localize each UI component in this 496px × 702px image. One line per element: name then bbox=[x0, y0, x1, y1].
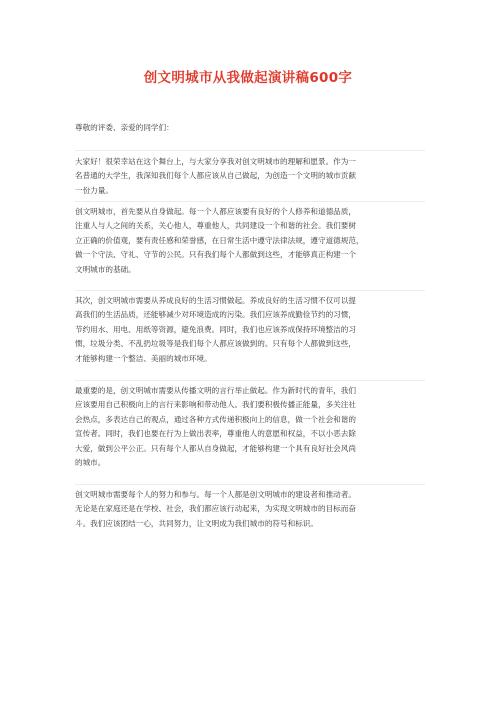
paragraph-1 bbox=[75, 155, 425, 198]
divider bbox=[75, 201, 425, 202]
divider bbox=[75, 290, 425, 291]
divider bbox=[75, 484, 425, 485]
paragraph-line: 注重人与人之间的关系，关心他人，尊重他人，共同建设一个和谐的社会。我们要树 bbox=[75, 221, 356, 231]
divider bbox=[75, 380, 425, 381]
paragraph-line: 最重要的是，创文明城市需要从传播文明的言行举止做起。作为新时代的青年，我们 bbox=[75, 386, 356, 395]
paragraph-line: 大家好！很荣幸站在这个舞台上，与大家分享我对创文明城市的理解和愿景。作为一 bbox=[75, 157, 356, 166]
paragraph-line: 才能够构建一个整洁、美丽的城市环境。 bbox=[75, 353, 212, 363]
paragraph-line: 大爱，做到公平公正。只有每个人都从自身做起，才能够构建一个具有良好社会风尚 bbox=[75, 443, 356, 453]
paragraph-2 bbox=[75, 205, 425, 277]
paragraph-line: 一份力量。 bbox=[75, 185, 113, 195]
paragraph-line: 的城市。 bbox=[75, 458, 106, 468]
paragraph-line: 文明城市的基础。 bbox=[75, 264, 136, 274]
paragraph-line: 创文明城市需要每个人的努力和参与。每一个人都是创文明城市的建设者和推动者。 bbox=[75, 490, 356, 499]
paragraph-line: 做一个守法、守礼、守节的公民。只有我们每个人都做到这些，才能够真正构建一个 bbox=[75, 250, 356, 260]
page-title: 创文明城市从我做起演讲稿600字 bbox=[143, 70, 353, 86]
paragraph-3 bbox=[75, 294, 425, 366]
paragraph-line: 创文明城市，首先要从自身做起。每一个人都应该要有良好的个人修养和道德品质， bbox=[75, 207, 356, 216]
paragraph-line: 节约用水、用电、用纸等资源，避免浪费。同时，我们也应该养成保持环境整洁的习 bbox=[75, 324, 356, 334]
paragraph-line: 应该要用自己积极向上的言行来影响和带动他人。我们要积极传播正能量，多关注社 bbox=[75, 400, 356, 410]
divider bbox=[75, 150, 425, 151]
paragraph-line: 宣传者。同时，我们也要在行为上做出表率，尊重他人的意愿和权益，不以小恶去除 bbox=[75, 429, 356, 439]
paragraph-line: 其次，创文明城市需要从养成良好的生活习惯做起。养成良好的生活习惯不仅可以提 bbox=[75, 296, 356, 305]
paragraph-4 bbox=[75, 384, 425, 470]
paragraph-line: 高我们的生活品质，还能够减少对环境造成的污染。我们应该养成勤俭节约的习惯， bbox=[75, 310, 356, 320]
paragraph-line: 立正确的价值观，要有责任感和荣誉感，在日常生活中遵守法律法规，遵守道德规范， bbox=[75, 235, 364, 245]
paragraph-line: 无论是在家庭还是在学校、社会，我们都应该行动起来，为实现文明城市的目标而奋 bbox=[75, 504, 356, 514]
paragraph-line: 斗。我们应该团结一心，共同努力，让文明成为我们城市的符号和标识。 bbox=[75, 518, 318, 528]
paragraph-line: 名普通的大学生，我深知我们每个人都应该从自己做起，为创造一个文明的城市贡献 bbox=[75, 171, 356, 181]
paragraph-line: 会热点，多表达自己的观点，通过各种方式传递积极向上的信息，做一个社会和谐的 bbox=[75, 414, 356, 424]
paragraph-5 bbox=[75, 488, 425, 531]
greeting: 尊敬的评委、亲爱的同学们： bbox=[75, 123, 174, 132]
paragraph-line: 惯，垃圾分类、不乱扔垃圾等是我们每个人都应该做到的。只有每个人都做到这些， bbox=[75, 339, 356, 349]
